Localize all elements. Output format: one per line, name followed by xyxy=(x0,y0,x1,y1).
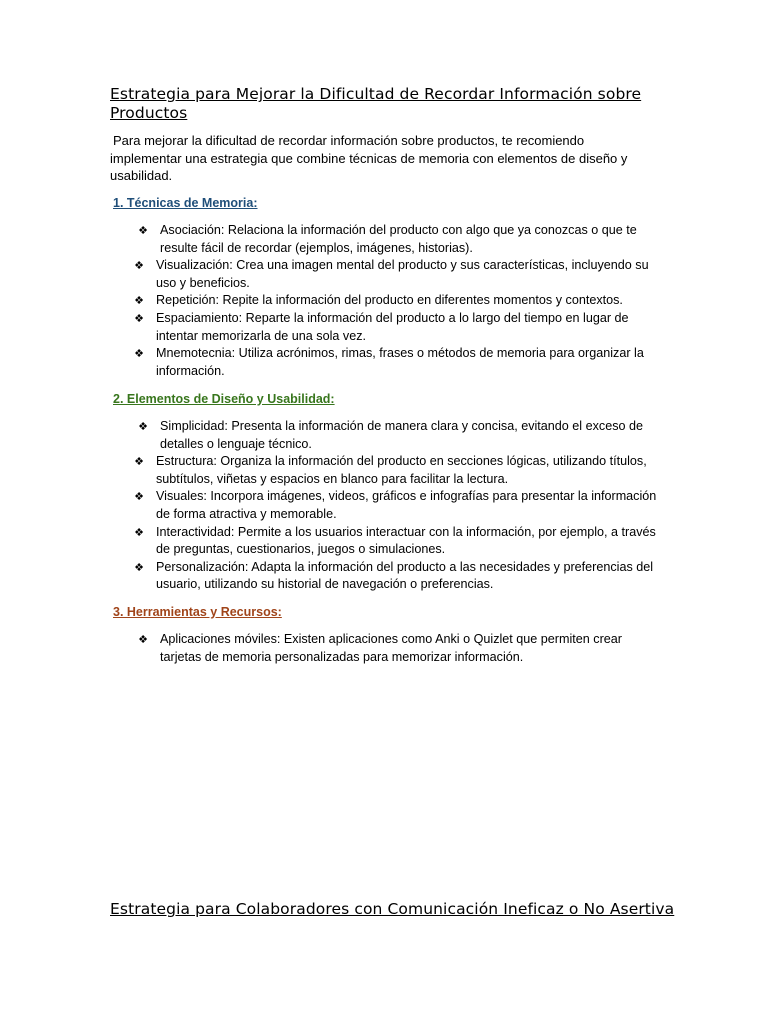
list-item: ❖ Simplicidad: Presenta la información de manera clara y concisa, evitando el exceso de detalles o lenguaje técnico. xyxy=(132,418,662,453)
list-item: ❖ Interactividad: Permite a los usuarios interactuar con la información, por ejemplo, a través de preguntas, cuestionarios, juegos o simulaciones. xyxy=(132,524,662,559)
diamond-dots-bullet-icon: ❖ xyxy=(134,311,144,325)
diamond-dots-bullet-icon: ❖ xyxy=(134,347,144,361)
intro-paragraph: Para mejorar la dificultad de recordar información sobre productos, te recomiendo implementar una estrategia que combine técnicas de memoria con elementos de diseño y usabilidad. xyxy=(110,133,628,184)
list-item: ❖ Aplicaciones móviles: Existen aplicaciones como Anki o Quizlet que permiten crear tarjetas de memoria personalizadas para memorizar información. xyxy=(132,631,662,666)
list-item: ❖ Personalización: Adapta la información del producto a las necesidades y preferencias del usuario, utilizando su historial de navegación o preferencias. xyxy=(132,559,662,594)
list-item: ❖ Mnemotecnia: Utiliza acrónimos, rimas, frases o métodos de memoria para organizar la información. xyxy=(132,345,662,380)
diamond-dots-bullet-icon: ❖ xyxy=(138,224,148,237)
diamond-dots-bullet-icon: ❖ xyxy=(134,560,144,574)
list-item: ❖ Estructura: Organiza la información del producto en secciones lógicas, utilizando títulos, subtítulos, viñetas y espacios en blanco para facilitar la lectura. xyxy=(132,453,662,488)
document-title: Estrategia para Mejorar la Dificultad de Recordar Información sobre Productos xyxy=(110,85,642,122)
design-usability-list xyxy=(132,418,662,594)
tools-resources-list xyxy=(132,631,662,666)
list-item: ❖ Visuales: Incorpora imágenes, videos, gráficos e infografías para presentar la información de forma atractiva y memorable. xyxy=(132,488,662,523)
section-heading-tools-resources: 3. Herramientas y Recursos: xyxy=(113,605,282,619)
second-document-title: Estrategia para Colaboradores con Comunicación Ineficaz o No Asertiva xyxy=(110,900,675,918)
diamond-dots-bullet-icon: ❖ xyxy=(138,633,148,646)
list-item: ❖ Asociación: Relaciona la información del producto con algo que ya conozcas o que te resulte fácil de recordar (ejemplos, imágenes, historias). xyxy=(132,222,662,257)
list-item: ❖ Repetición: Repite la información del producto en diferentes momentos y contextos. xyxy=(132,292,662,310)
memory-techniques-list xyxy=(132,222,662,380)
list-item: ❖ Espaciamiento: Reparte la información del producto a lo largo del tiempo en lugar de intentar memorizarla de una sola vez. xyxy=(132,310,662,345)
diamond-dots-bullet-icon: ❖ xyxy=(134,490,144,504)
list-item: ❖ Visualización: Crea una imagen mental del producto y sus características, incluyendo su uso y beneficios. xyxy=(132,257,662,292)
diamond-dots-bullet-icon: ❖ xyxy=(134,455,144,469)
diamond-dots-bullet-icon: ❖ xyxy=(134,294,144,308)
diamond-dots-bullet-icon: ❖ xyxy=(134,525,144,539)
diamond-dots-bullet-icon: ❖ xyxy=(138,420,148,433)
section-heading-memory-techniques: 1. Técnicas de Memoria: xyxy=(113,196,258,210)
diamond-dots-bullet-icon: ❖ xyxy=(134,259,144,273)
section-heading-design-usability: 2. Elementos de Diseño y Usabilidad: xyxy=(113,392,335,406)
